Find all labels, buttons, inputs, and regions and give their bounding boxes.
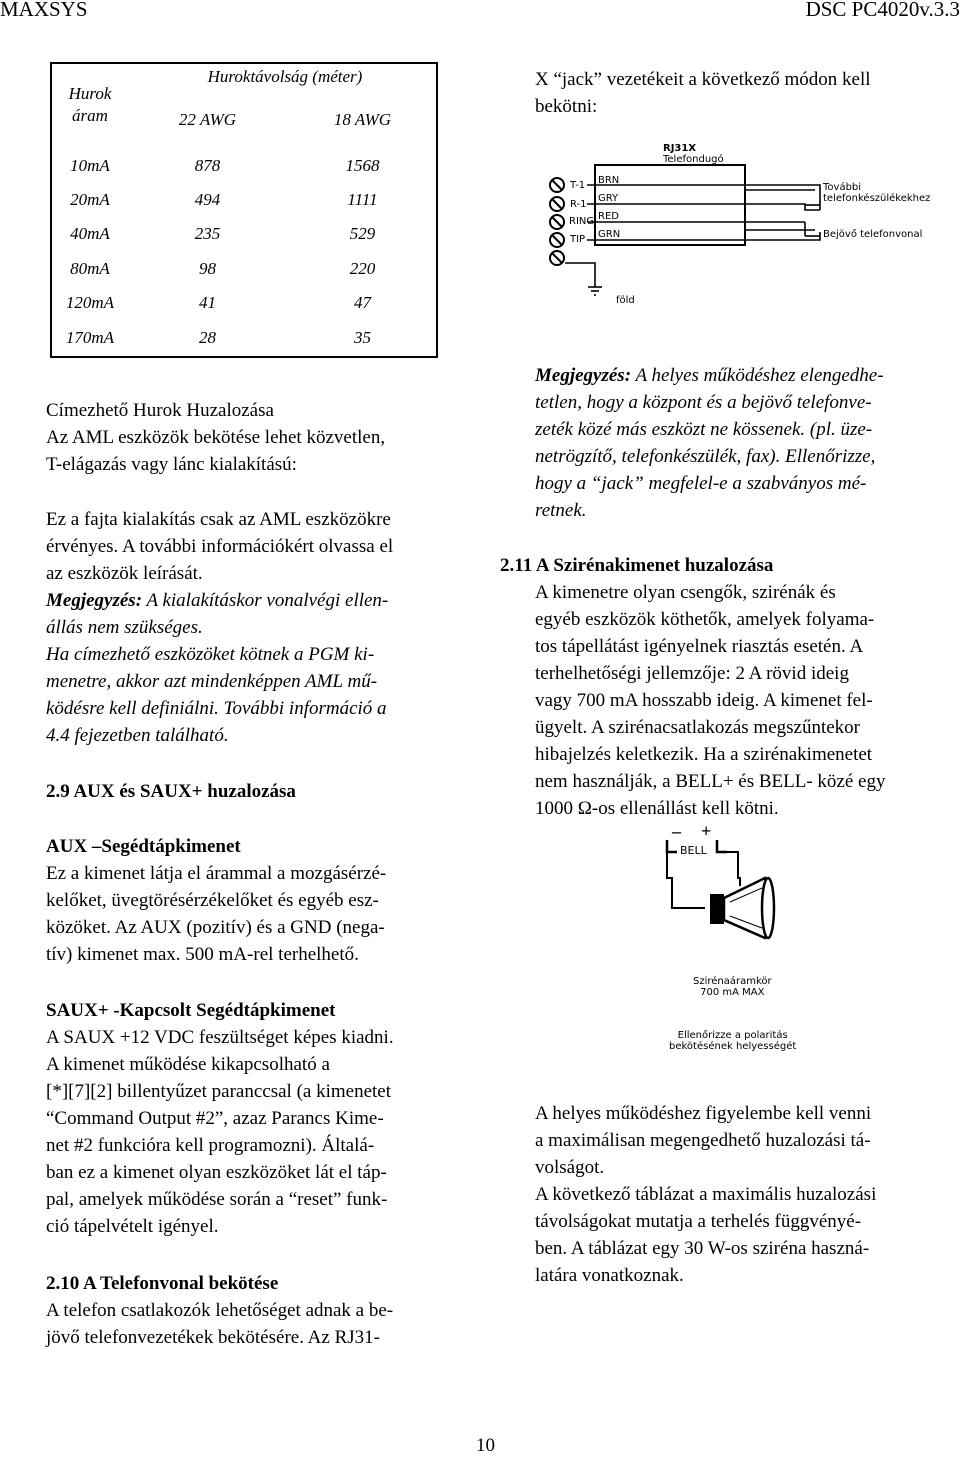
saux-section: SAUX+ -Kapcsolt Segédtápkimenet A SAUX +12 VDC feszültséget képes kiadni. A kimenet működése kikapcsolható a [*][7][2] billentyűzet paranccsal (a kimenetet “Command Output #2”, azaz Parancs Kime- net #2 funkcióra kell programozni). Általá- ban ez a kimenet olyan eszközöket lát el táp- pal, amelyek működése során a “reset” funk- ció tápelvételt igényel. (46, 997, 466, 1240)
siren-section: A kimenetre olyan csengők, szirénák és egyéb eszközök köthetők, amelyek folyama- tos tápellátást igényelnek riasztás esetén. A terhelhetőségi jellemzője: 2 A rövid ideig vagy 700 mA hosszabb ideig. A kimenet fel- ügyelt. A szirénacsatlakozás megszűntekor hibajelzés keletkezik. Ha a szirénakimenetet nem használják, a BELL+ és BELL- közé egy 1000 Ω-os ellenállást kell kötni. (535, 582, 886, 819)
note-label-right: Megjegyzés: (535, 365, 632, 386)
wiring-distance-text: A helyes működéshez figyelembe kell venni a maximálisan megengedhető huzalozási tá- volságot. A következő táblázat a maximális huzalozási távolságokat mutatja a terhelés függvényé- ben. A táblázat egy 30 W-os sziréna haszná- latára vonatkoznak. (535, 1103, 877, 1286)
page-number: 10 (476, 1435, 495, 1456)
table-row: 80mA 98 220 (70, 258, 376, 278)
aux-heading: 2.9 AUX és SAUX+ huzalozása (46, 781, 296, 802)
label-incoming-line: Bejövő telefonvonal (823, 229, 923, 240)
rj31x-intro: X “jack” vezetékeit a következő módon kell bekötni: (535, 69, 871, 117)
bell-minus: – (672, 821, 681, 841)
rj31x-note: Megjegyzés: A helyes működéshez elengedhe- tetlen, hogy a központ és a bejövő telefonve- zeték közé más eszközt ne kössenek. (pl. üze- netrögzítő, telefonkészülék, fax). Ellenőrizze, hogy a “jack” megfelel-e a szabványos mé- retnek. (535, 365, 884, 521)
label-ground: föld (616, 295, 635, 306)
saux-subtitle: SAUX+ -Kapcsolt Segédtápkimenet (46, 1000, 336, 1021)
table-row: 20mA 494 1111 (70, 190, 378, 210)
rj31x-title: RJ31X (663, 143, 697, 154)
telephone-section: 2.10 A Telefonvonal bekötése A telefon csatlakozók lehetőséget adnak a be- jövő telefonvezetékek bekötésére. Az RJ31- (46, 1270, 466, 1351)
screw-terminals (550, 178, 564, 265)
column-22awg: 22 AWG (178, 109, 237, 129)
rj31x-subtitle: Telefondugó (663, 154, 724, 165)
aux-subtitle: AUX –Segédtápkimenet (46, 836, 241, 857)
addressable-section: Címezhető Hurok Huzalozása Az AML eszközök bekötése lehet közvetlen, T-elágazás vagy lánc kialakítású: (46, 397, 466, 478)
polarity-label: Ellenőrizze a polaritás bekötésének helyességét (669, 1030, 797, 1052)
column-18awg: 18 AWG (333, 109, 392, 129)
addressable-note: Ez a fajta kialakítás csak az AML eszközökre érvényes. A további információkért olvassa el az eszközök leírását. Megjegyzés: A kialakításkor vonalvégi ellen- állás nem szükséges. Ha címezhető eszközöket kötnek a PGM ki- menetre, akkor azt mindenképpen AML mű- ködésre kell definiálni. További információ a 4.4 fejezetben található. (46, 509, 394, 746)
table-row: 120mA 41 47 (65, 293, 371, 313)
header-left: MAXSYS (0, 0, 88, 21)
telephone-heading: 2.10 A Telefonvonal bekötése (46, 1273, 279, 1294)
loop-distance-table (50, 62, 440, 354)
addressable-title: Címezhető Hurok Huzalozása (46, 400, 274, 421)
loop-current-header: Hurok áram (68, 84, 112, 125)
rj31x-wiring-diagram (535, 135, 955, 310)
siren-wiring-diagram (650, 838, 800, 978)
bell-label: BELL (680, 844, 707, 857)
siren-circuit-label: Szirénaáramkör 700 mA MAX (693, 976, 772, 998)
label-more-devices: További telefonkészülékekhez (823, 182, 931, 204)
bell-plus: + (701, 821, 712, 841)
table-row: 10mA 878 1568 (70, 155, 380, 175)
note-label: Megjegyzés: (46, 590, 143, 611)
table-row: 40mA 235 529 (70, 224, 376, 244)
aux-section: AUX –Segédtápkimenet Ez a kimenet látja el árammal a mozgásérzé- kelőket, üvegtörésérzékelőket és egyéb esz- közöket. Az AUX (pozitív) és a GND (nega- tív) kimenet max. 500 mA-rel terhelhető. (46, 833, 466, 968)
siren-heading: 2.11 A Szirénakimenet huzalozása (500, 555, 774, 576)
header-right: DSC PC4020v.3.3 (805, 0, 960, 21)
loop-distance-header: Huroktávolság (méter) (207, 66, 363, 86)
table-row: 170mA 28 35 (65, 327, 371, 347)
